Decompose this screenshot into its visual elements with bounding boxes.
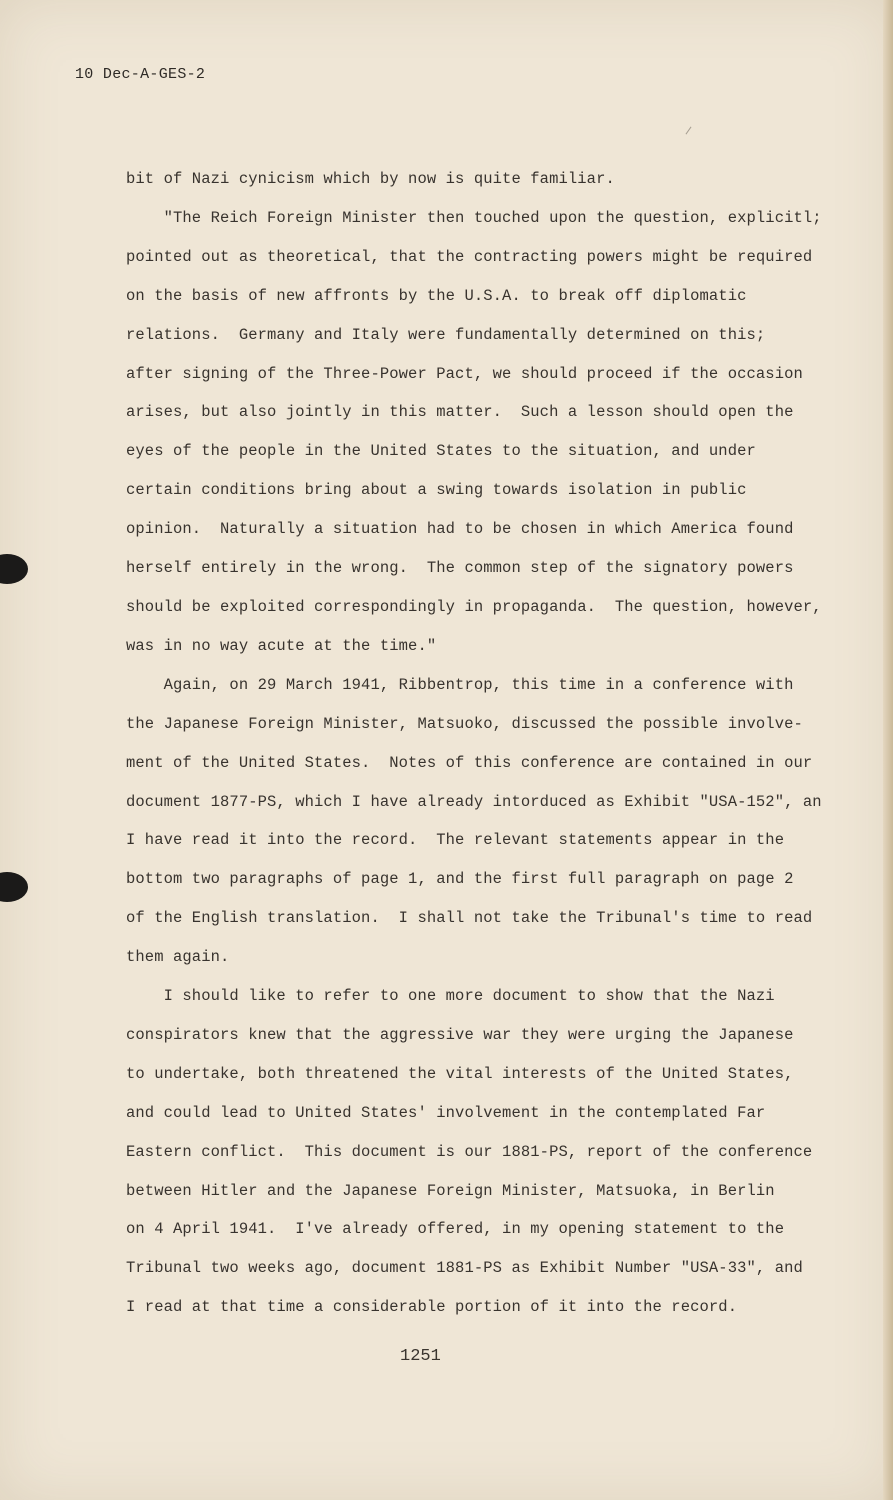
text-line: document 1877-PS, which I have already intorduced as Exhibit "USA-152", an bbox=[126, 792, 822, 811]
text-line: pointed out as theoretical, that the contracting powers might be required bbox=[126, 247, 813, 266]
text-line: Eastern conflict. This document is our 1881-PS, report of the conference bbox=[126, 1142, 813, 1161]
text-line: conspirators knew that the aggressive war they were urging the Japanese bbox=[126, 1025, 794, 1044]
text-line: the Japanese Foreign Minister, Matsuoko, discussed the possible involve- bbox=[126, 714, 803, 733]
text-line: on 4 April 1941. I've already offered, in my opening statement to the bbox=[126, 1220, 785, 1239]
text-line: I have read it into the record. The relevant statements appear in the bbox=[126, 831, 785, 850]
stray-pencil-mark bbox=[686, 127, 692, 135]
binder-hole-top bbox=[0, 554, 28, 584]
text-line: I should like to refer to one more document to show that the Nazi bbox=[126, 987, 775, 1006]
text-line: Tribunal two weeks ago, document 1881-PS as Exhibit Number "USA-33", and bbox=[126, 1259, 803, 1278]
text-line: arises, but also jointly in this matter. Such a lesson should open the bbox=[126, 403, 794, 422]
text-line: bit of Nazi cynicism which by now is quite familiar. bbox=[126, 170, 615, 188]
text-line: I read at that time a considerable portion of it into the record. bbox=[126, 1298, 738, 1317]
text-line: herself entirely in the wrong. The common step of the signatory powers bbox=[126, 559, 794, 578]
text-line: "The Reich Foreign Minister then touched upon the question, explicitl; bbox=[126, 208, 822, 227]
text-line: to undertake, both threatened the vital interests of the United States, bbox=[126, 1064, 794, 1083]
text-line: opinion. Naturally a situation had to be chosen in which America found bbox=[126, 520, 794, 539]
text-line: them again. bbox=[126, 948, 230, 967]
page-edge bbox=[883, 0, 893, 1500]
typed-body-text bbox=[126, 160, 846, 1327]
text-line: on the basis of new affronts by the U.S.A. to break off diplomatic bbox=[126, 286, 747, 305]
text-line: ment of the United States. Notes of this conference are contained in our bbox=[126, 753, 813, 772]
text-line: eyes of the people in the United States to the situation, and under bbox=[126, 442, 756, 461]
text-line: relations. Germany and Italy were fundamentally determined on this; bbox=[126, 325, 766, 344]
text-line: was in no way acute at the time." bbox=[126, 636, 437, 655]
text-line: certain conditions bring about a swing towards isolation in public bbox=[126, 481, 747, 500]
text-line: after signing of the Three-Power Pact, we should proceed if the occasion bbox=[126, 364, 803, 383]
text-line: Again, on 29 March 1941, Ribbentrop, this time in a conference with bbox=[126, 675, 794, 694]
page-number: 1251 bbox=[400, 1347, 441, 1366]
text-line: should be exploited correspondingly in propaganda. The question, however, bbox=[126, 597, 822, 616]
text-line: between Hitler and the Japanese Foreign Minister, Matsuoka, in Berlin bbox=[126, 1181, 775, 1200]
text-line: and could lead to United States' involvement in the contemplated Far bbox=[126, 1103, 766, 1122]
document-header-code: 10 Dec-A-GES-2 bbox=[75, 66, 206, 83]
binder-hole-bottom bbox=[0, 872, 28, 902]
text-line: bottom two paragraphs of page 1, and the first full paragraph on page 2 bbox=[126, 870, 794, 889]
text-line: of the English translation. I shall not take the Tribunal's time to read bbox=[126, 909, 813, 928]
